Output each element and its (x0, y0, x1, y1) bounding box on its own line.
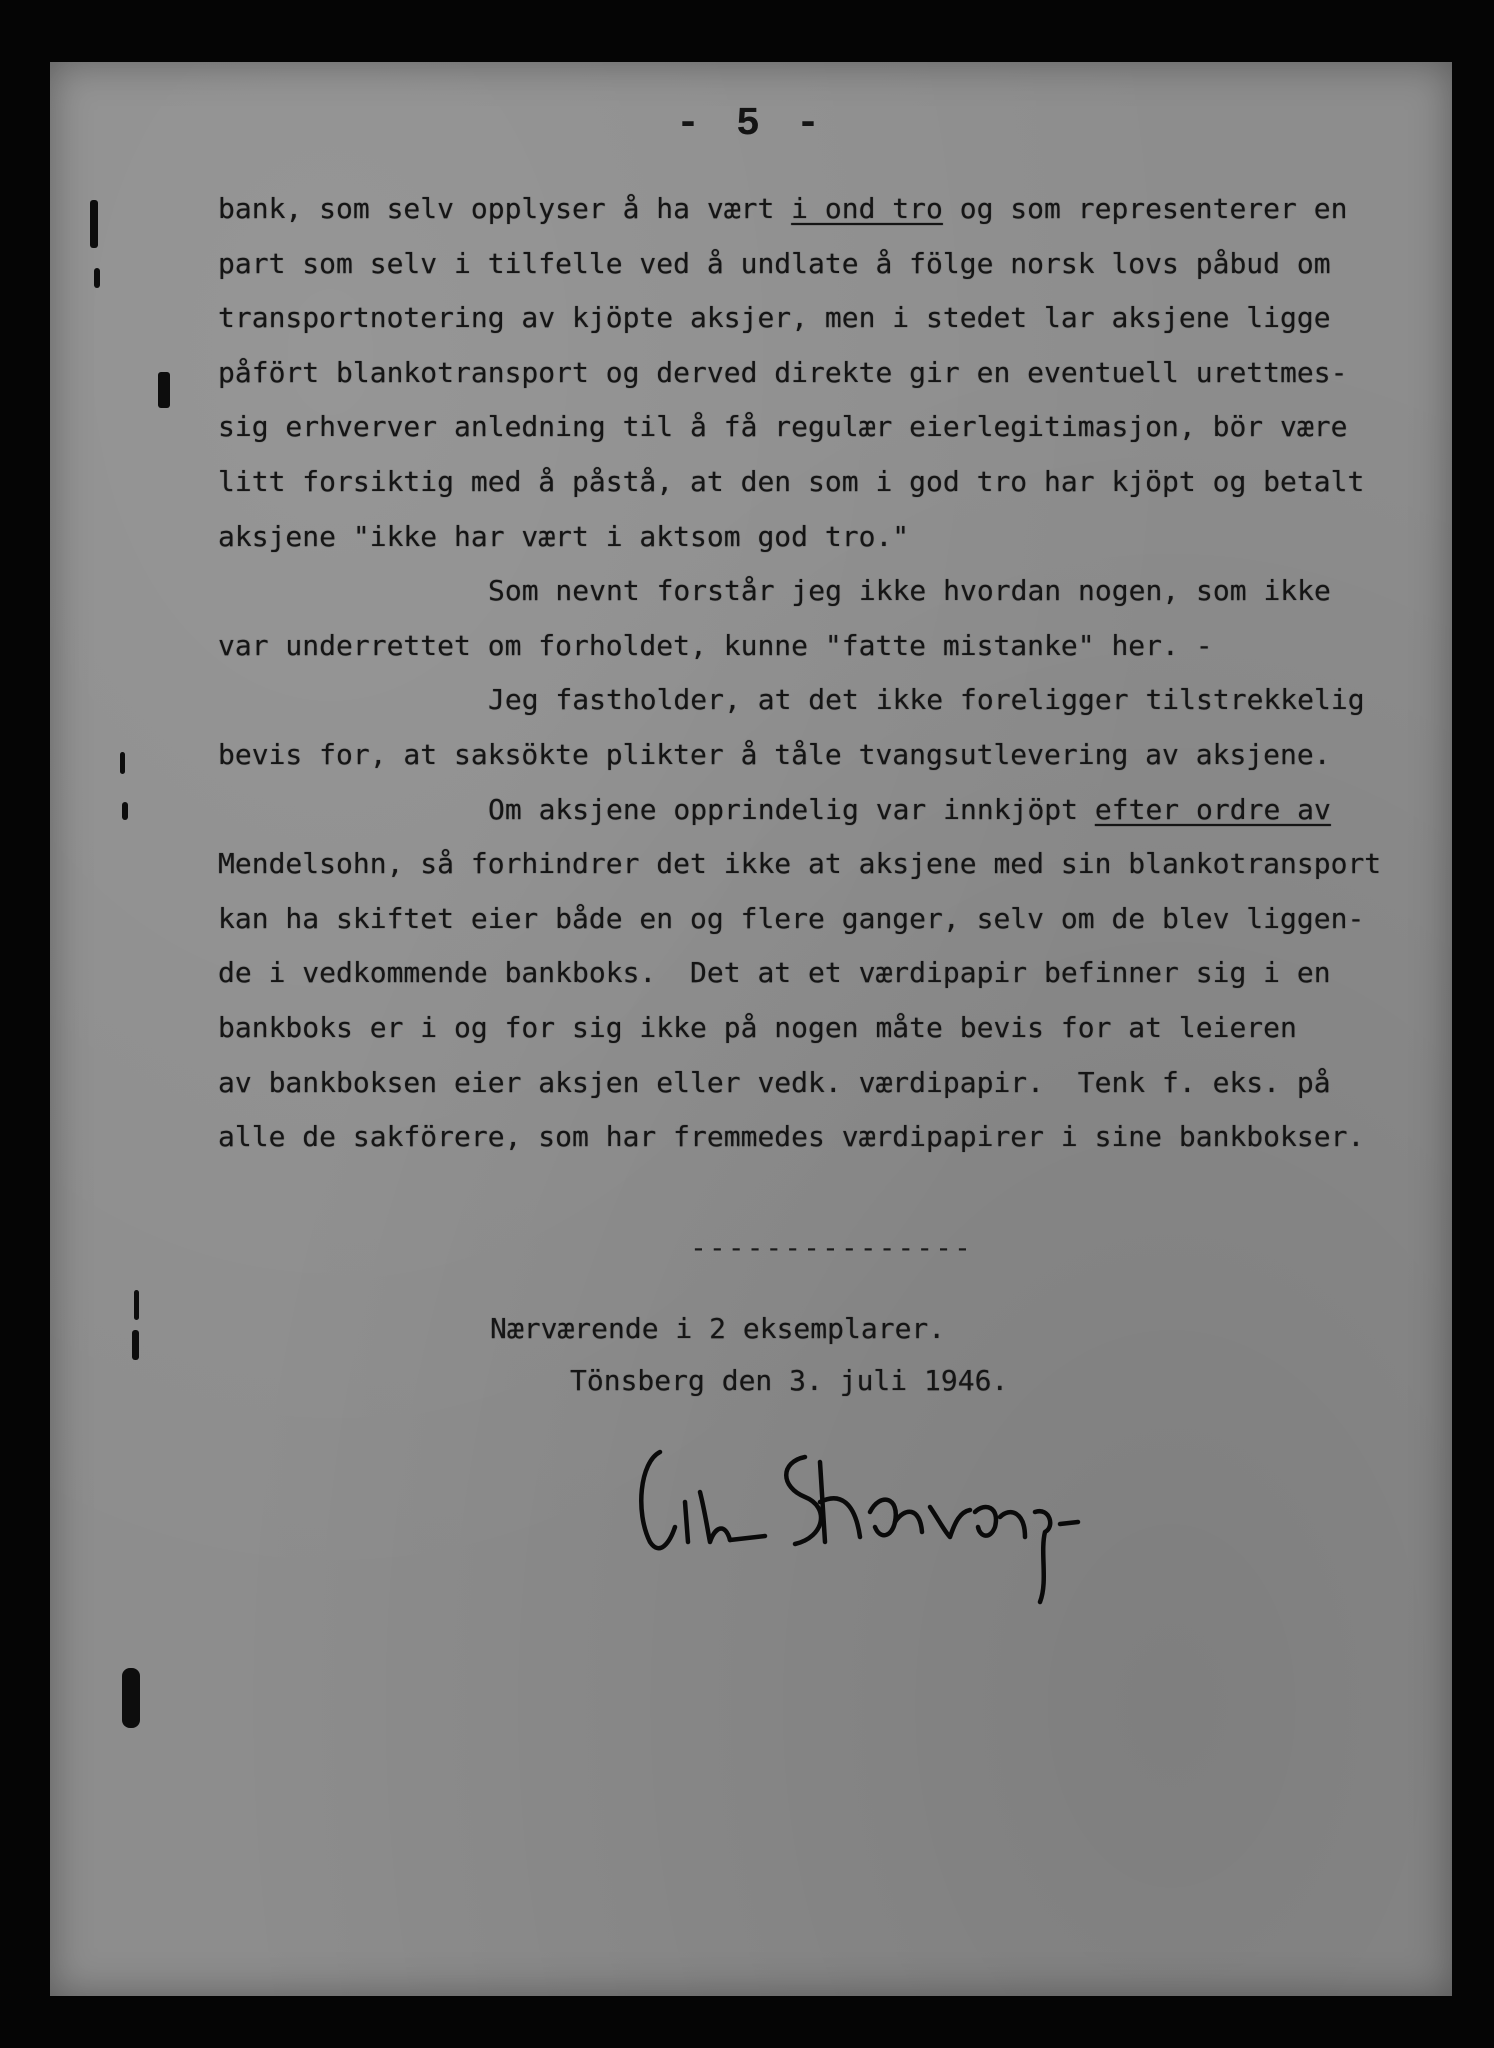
letter-body (218, 182, 1418, 1165)
text-run: Som nevnt forstår jeg ikke hvordan nogen, som ikke (488, 574, 1331, 608)
text-run: Mendelsohn, så forhindrer det ikke at aksjene med sin blankotransport (218, 847, 1382, 881)
text-line (218, 1001, 1418, 1056)
margin-mark (122, 1668, 140, 1728)
text-line (218, 510, 1418, 565)
text-line (218, 673, 1418, 728)
text-run: kan ha skiftet eier både en og flere ganger, selv om de blev liggen- (218, 901, 1365, 935)
text-run: sig erhverver anledning til å få regulær eierlegitimasjon, bör være (218, 410, 1348, 444)
text-line (218, 892, 1418, 947)
text-line (218, 1110, 1418, 1165)
text-line (218, 400, 1418, 455)
handwritten-signature (630, 1432, 1090, 1612)
text-run: litt forsiktig med å påstå, at den som i god tro har kjöpt og betalt (218, 464, 1365, 498)
text-run: bankboks er i og for sig ikke på nogen måte bevis for at leieren (218, 1010, 1297, 1044)
margin-mark (132, 1330, 139, 1360)
copies-note: Nærværende i 2 eksemplarer. (490, 1312, 946, 1345)
text-run: Jeg fastholder, at det ikke foreligger tilstrekkelig (488, 683, 1365, 717)
text-run: av bankboksen eier aksjen eller vedk. værdipapir. Tenk f. eks. på (218, 1065, 1331, 1099)
text-run: part som selv i tilfelle ved å undlate å fölge norsk lovs påbud om (218, 246, 1331, 280)
text-line (218, 1056, 1418, 1111)
paper-sheet (50, 62, 1452, 1996)
text-run: de i vedkommende bankboks. Det at et værdipapir befinner sig i en (218, 956, 1331, 990)
margin-mark (120, 752, 125, 774)
text-line (218, 619, 1418, 674)
text-line (218, 783, 1418, 838)
text-line (218, 946, 1418, 1001)
text-run: bank, som selv opplyser å ha vært (218, 192, 792, 225)
text-line (218, 182, 1418, 237)
margin-mark (158, 372, 170, 408)
text-run: Om aksjene opprindelig var innkjöpt (488, 792, 1095, 826)
text-line (218, 455, 1418, 510)
text-line (218, 728, 1418, 783)
underlined-phrase: efter ordre av (1094, 792, 1331, 826)
text-line (218, 237, 1418, 292)
text-run: og som representerer en (942, 192, 1348, 225)
underlined-phrase: i ond tro (791, 192, 943, 225)
text-run: transportnotering av kjöpte aksjer, men i stedet lar aksjene ligge (218, 301, 1331, 335)
margin-mark (134, 1290, 139, 1320)
text-line (218, 346, 1418, 401)
text-run: var underrettet om forholdet, kunne "fatte mistanke" her. - (218, 628, 1213, 662)
text-run: påfört blankotransport og derved direkte gir en eventuell urettmes- (218, 355, 1348, 389)
margin-mark (90, 200, 98, 248)
page-number: - 5 - (675, 102, 827, 147)
text-run: alle de sakförere, som har fremmedes værdipapirer i sine bankbokser. (218, 1120, 1365, 1154)
text-line (218, 837, 1418, 892)
place-and-date: Tönsberg den 3. juli 1946. (570, 1364, 1009, 1397)
text-run: bevis for, at saksökte plikter å tåle tvangsutlevering av aksjene. (218, 737, 1331, 771)
margin-mark (94, 268, 100, 288)
text-run: aksjene "ikke har vært i aktsom god tro." (218, 519, 910, 553)
text-line (218, 291, 1418, 346)
text-line (218, 564, 1418, 619)
margin-mark (122, 802, 128, 820)
section-divider: --------------- (690, 1231, 973, 1264)
